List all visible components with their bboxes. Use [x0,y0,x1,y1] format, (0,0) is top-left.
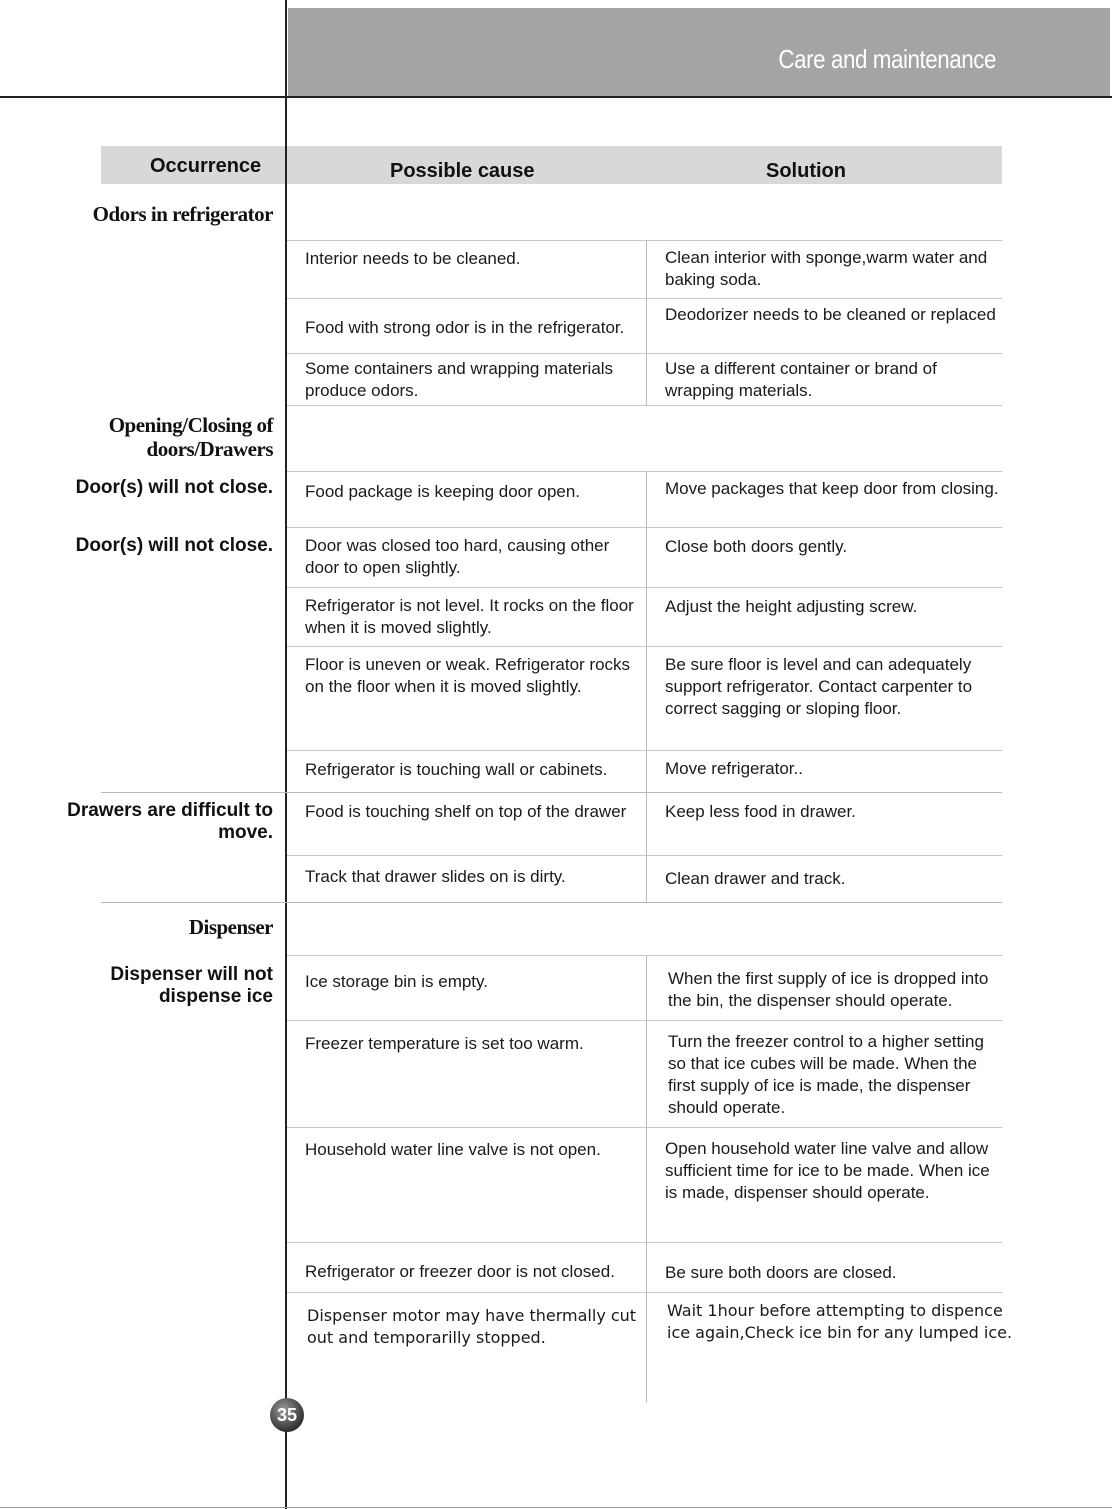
solution-cell: Move packages that keep door from closing. [665,479,999,498]
solution-header: Solution [766,160,846,182]
section-odors: Odors in refrigerator [92,202,273,226]
cause-cell: Door was closed too hard, causing other door to open slightly. [305,536,610,577]
header-rule [0,96,1112,98]
row-divider [287,405,1002,406]
cause-cell: Floor is uneven or weak. Refrigerator rocks on the floor when it is moved slightly. [305,655,631,696]
column-divider [646,471,647,902]
column-divider [646,240,647,405]
cause-cell: Food is touching shelf on top of the drawer [305,802,627,821]
row-divider [101,902,1002,903]
solution-cell: Clean interior with sponge,warm water and baking soda. [665,248,988,289]
solution-cell: Be sure floor is level and can adequately support refrigerator. Contact carpenter to correct sagging or sloping floor. [665,655,973,718]
page-number-badge: 35 [270,1398,304,1432]
occurrence-door-close: Door(s) will not close. [75,535,273,556]
solution-cell: Be sure both doors are closed. [665,1263,897,1282]
row-divider [101,792,1002,793]
cause-cell: Food with strong odor is in the refrigerator. [305,318,625,337]
row-divider [287,750,1002,751]
solution-cell: Open household water line valve and allow sufficient time for ice to be made. When ice is made, dispenser should operate. [665,1139,990,1202]
cause-cell: Some containers and wrapping materials produce odors. [305,359,614,400]
solution-cell: Clean drawer and track. [665,869,846,888]
row-divider [287,587,1002,588]
page-title: Care and maintenance [778,44,996,74]
cause-cell: Interior needs to be cleaned. [305,249,521,268]
cause-cell: Refrigerator or freezer door is not closed. [305,1262,615,1281]
column-divider [646,955,647,1403]
margin-rule [285,0,287,1509]
solution-cell: Turn the freezer control to a higher setting so that ice cubes will be made. When the first supply of ice is made, the dispenser should operate. [668,1032,984,1117]
row-divider [287,646,1002,647]
occurrence-header: Occurrence [150,155,262,177]
row-divider [287,298,1002,299]
cause-cell: Household water line valve is not open. [305,1140,601,1159]
cause-header: Possible cause [390,160,535,182]
occurrence-drawers: Drawers are difficult to move. [67,800,273,843]
occurrence-dispense-ice: Dispenser will not dispense ice [110,964,273,1007]
section-dispenser: Dispenser [188,915,273,939]
cause-cell: Ice storage bin is empty. [305,972,488,991]
row-divider [287,1292,1002,1293]
bottom-rule [0,1507,1112,1508]
cause-cell: Refrigerator is touching wall or cabinets. [305,760,608,779]
cause-cell: Food package is keeping door open. [305,482,581,501]
solution-cell: Adjust the height adjusting screw. [665,597,918,616]
row-divider [287,240,1002,241]
section-doors: Opening/Closing of doors/Drawers [108,413,273,461]
occurrence-door-close: Door(s) will not close. [75,477,273,498]
solution-cell: Deodorizer needs to be cleaned or replaced [665,305,996,324]
solution-cell: Move refrigerator.. [665,759,803,778]
row-divider [287,1242,1002,1243]
cause-cell: Refrigerator is not level. It rocks on the floor when it is moved slightly. [305,596,634,637]
cause-cell: Track that drawer slides on is dirty. [305,867,566,886]
row-divider [287,1127,1002,1128]
row-divider [287,527,1002,528]
row-divider [287,471,1002,472]
cause-cell: Dispenser motor may have thermally cut out and temporarilly stopped. [307,1306,637,1347]
solution-cell: When the first supply of ice is dropped into the bin, the dispenser should operate. [668,969,989,1010]
solution-cell: Close both doors gently. [665,537,848,556]
solution-cell: Wait 1hour before attempting to dispence ice again,Check ice bin for any lumped ice. [667,1301,1013,1342]
row-divider [287,353,1002,354]
solution-cell: Keep less food in drawer. [665,802,856,821]
row-divider [287,955,1002,956]
row-divider [287,1020,1002,1021]
cause-cell: Freezer temperature is set too warm. [305,1034,584,1053]
row-divider [287,855,1002,856]
solution-cell: Use a different container or brand of wrapping materials. [665,359,937,400]
